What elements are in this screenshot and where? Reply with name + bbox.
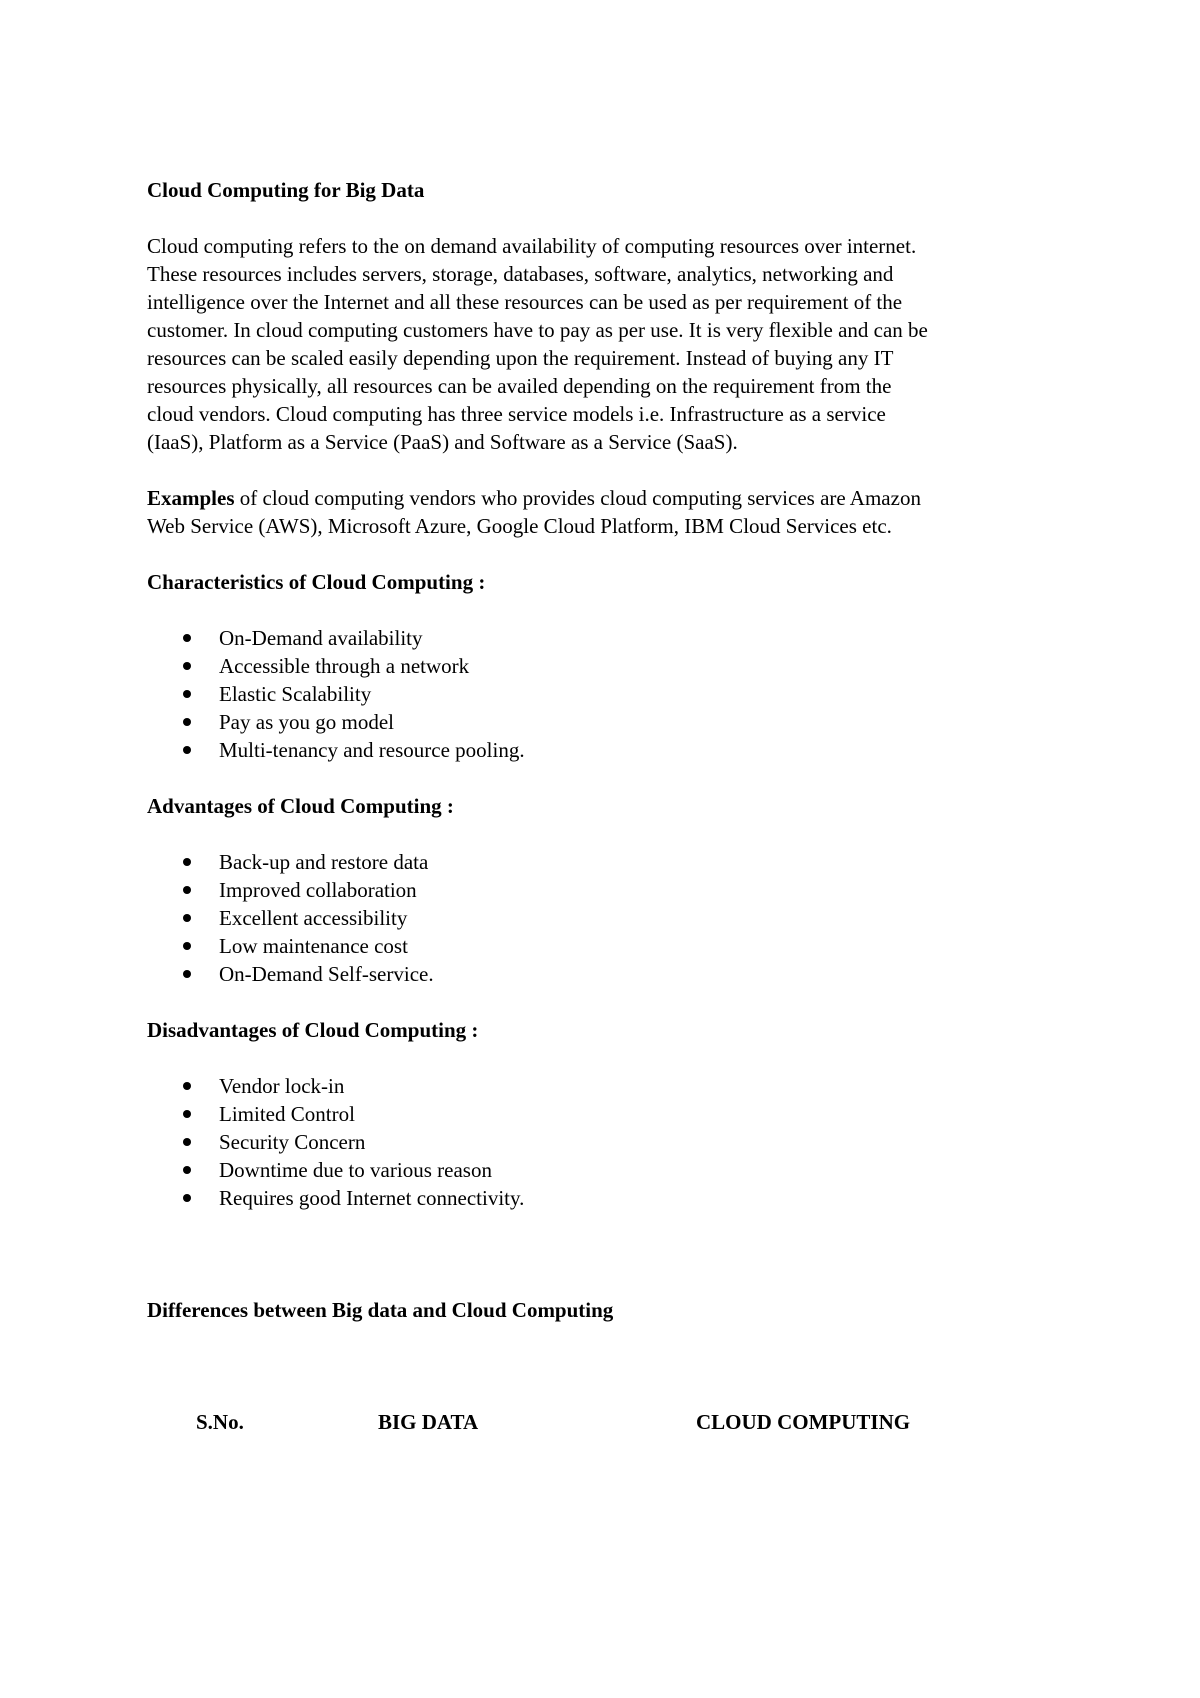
bullet-icon: [183, 886, 191, 894]
bullet-icon: [183, 634, 191, 642]
list-item-text: Limited Control: [219, 1102, 355, 1126]
list-item: [147, 652, 1067, 680]
list-item-text: Vendor lock-in: [219, 1074, 345, 1098]
document-title: Cloud Computing for Big Data: [147, 178, 425, 202]
intro-line: (IaaS), Platform as a Service (PaaS) and Software as a Service (SaaS).: [147, 430, 738, 454]
list-item-text: Downtime due to various reason: [219, 1158, 492, 1182]
list-item: [147, 624, 1067, 652]
list-item: [147, 1184, 1067, 1212]
examples-line: [147, 484, 1067, 512]
list-item: [147, 876, 1067, 904]
differences-heading: Differences between Big data and Cloud Computing: [147, 1298, 614, 1322]
list-item-text: Accessible through a network: [219, 654, 470, 678]
disadvantages-heading: Disadvantages of Cloud Computing :: [147, 1018, 479, 1042]
advantages-list: [147, 848, 1067, 988]
characteristics-list: [147, 624, 1067, 764]
intro-line: These resources includes servers, storage, databases, software, analytics, networking and: [147, 262, 894, 286]
list-item: [147, 932, 1067, 960]
column-header-sno: S.No.: [196, 1410, 244, 1434]
intro-line: resources physically, all resources can be availed depending on the requirement from the: [147, 374, 892, 398]
list-item-text: Security Concern: [219, 1130, 366, 1154]
examples-line: Web Service (AWS), Microsoft Azure, Google Cloud Platform, IBM Cloud Services etc.: [147, 514, 892, 538]
bullet-icon: [183, 942, 191, 950]
bullet-icon: [183, 1194, 191, 1202]
bullet-icon: [183, 858, 191, 866]
list-item-text: Elastic Scalability: [219, 682, 372, 706]
list-item: [147, 1072, 1067, 1100]
list-item-text: Pay as you go model: [219, 710, 394, 734]
list-item: [147, 960, 1067, 988]
bullet-icon: [183, 690, 191, 698]
bullet-icon: [183, 970, 191, 978]
list-item: [147, 904, 1067, 932]
list-item: [147, 708, 1067, 736]
advantages-heading: Advantages of Cloud Computing :: [147, 794, 454, 818]
list-item-text: Back-up and restore data: [219, 850, 429, 874]
column-header-big-data: BIG DATA: [378, 1410, 479, 1434]
bullet-icon: [183, 914, 191, 922]
list-item-text: Excellent accessibility: [219, 906, 408, 930]
intro-line: cloud vendors. Cloud computing has three service models i.e. Infrastructure as a service: [147, 402, 886, 426]
disadvantages-list: [147, 1072, 1067, 1212]
list-item: [147, 736, 1067, 764]
document-page: [147, 176, 1067, 1436]
list-item-text: Low maintenance cost: [219, 934, 408, 958]
bullet-icon: [183, 718, 191, 726]
list-item: [147, 680, 1067, 708]
bullet-icon: [183, 746, 191, 754]
differences-table-header: [147, 1408, 1067, 1436]
list-item: [147, 1100, 1067, 1128]
list-item-text: Requires good Internet connectivity.: [219, 1186, 525, 1210]
intro-line: resources can be scaled easily depending upon the requirement. Instead of buying any IT: [147, 346, 894, 370]
examples-text: of cloud computing vendors who provides cloud computing services are Amazon: [234, 486, 921, 510]
list-item-text: Improved collaboration: [219, 878, 417, 902]
list-item: [147, 1128, 1067, 1156]
bullet-icon: [183, 1082, 191, 1090]
intro-line: intelligence over the Internet and all these resources can be used as per requirement of the: [147, 290, 903, 314]
examples-paragraph: [147, 484, 1067, 540]
intro-paragraph: [147, 232, 1067, 456]
bullet-icon: [183, 1110, 191, 1118]
bullet-icon: [183, 1166, 191, 1174]
list-item-text: On-Demand availability: [219, 626, 423, 650]
intro-line: Cloud computing refers to the on demand availability of computing resources over internet.: [147, 234, 917, 258]
list-item-text: Multi-tenancy and resource pooling.: [219, 738, 525, 762]
list-item: [147, 848, 1067, 876]
characteristics-heading: Characteristics of Cloud Computing :: [147, 570, 486, 594]
list-item: [147, 1156, 1067, 1184]
examples-lead: Examples: [147, 486, 235, 510]
intro-line: customer. In cloud computing customers have to pay as per use. It is very flexible and can be: [147, 318, 928, 342]
bullet-icon: [183, 662, 191, 670]
column-header-cloud-computing: CLOUD COMPUTING: [696, 1410, 911, 1434]
bullet-icon: [183, 1138, 191, 1146]
list-item-text: On-Demand Self-service.: [219, 962, 434, 986]
